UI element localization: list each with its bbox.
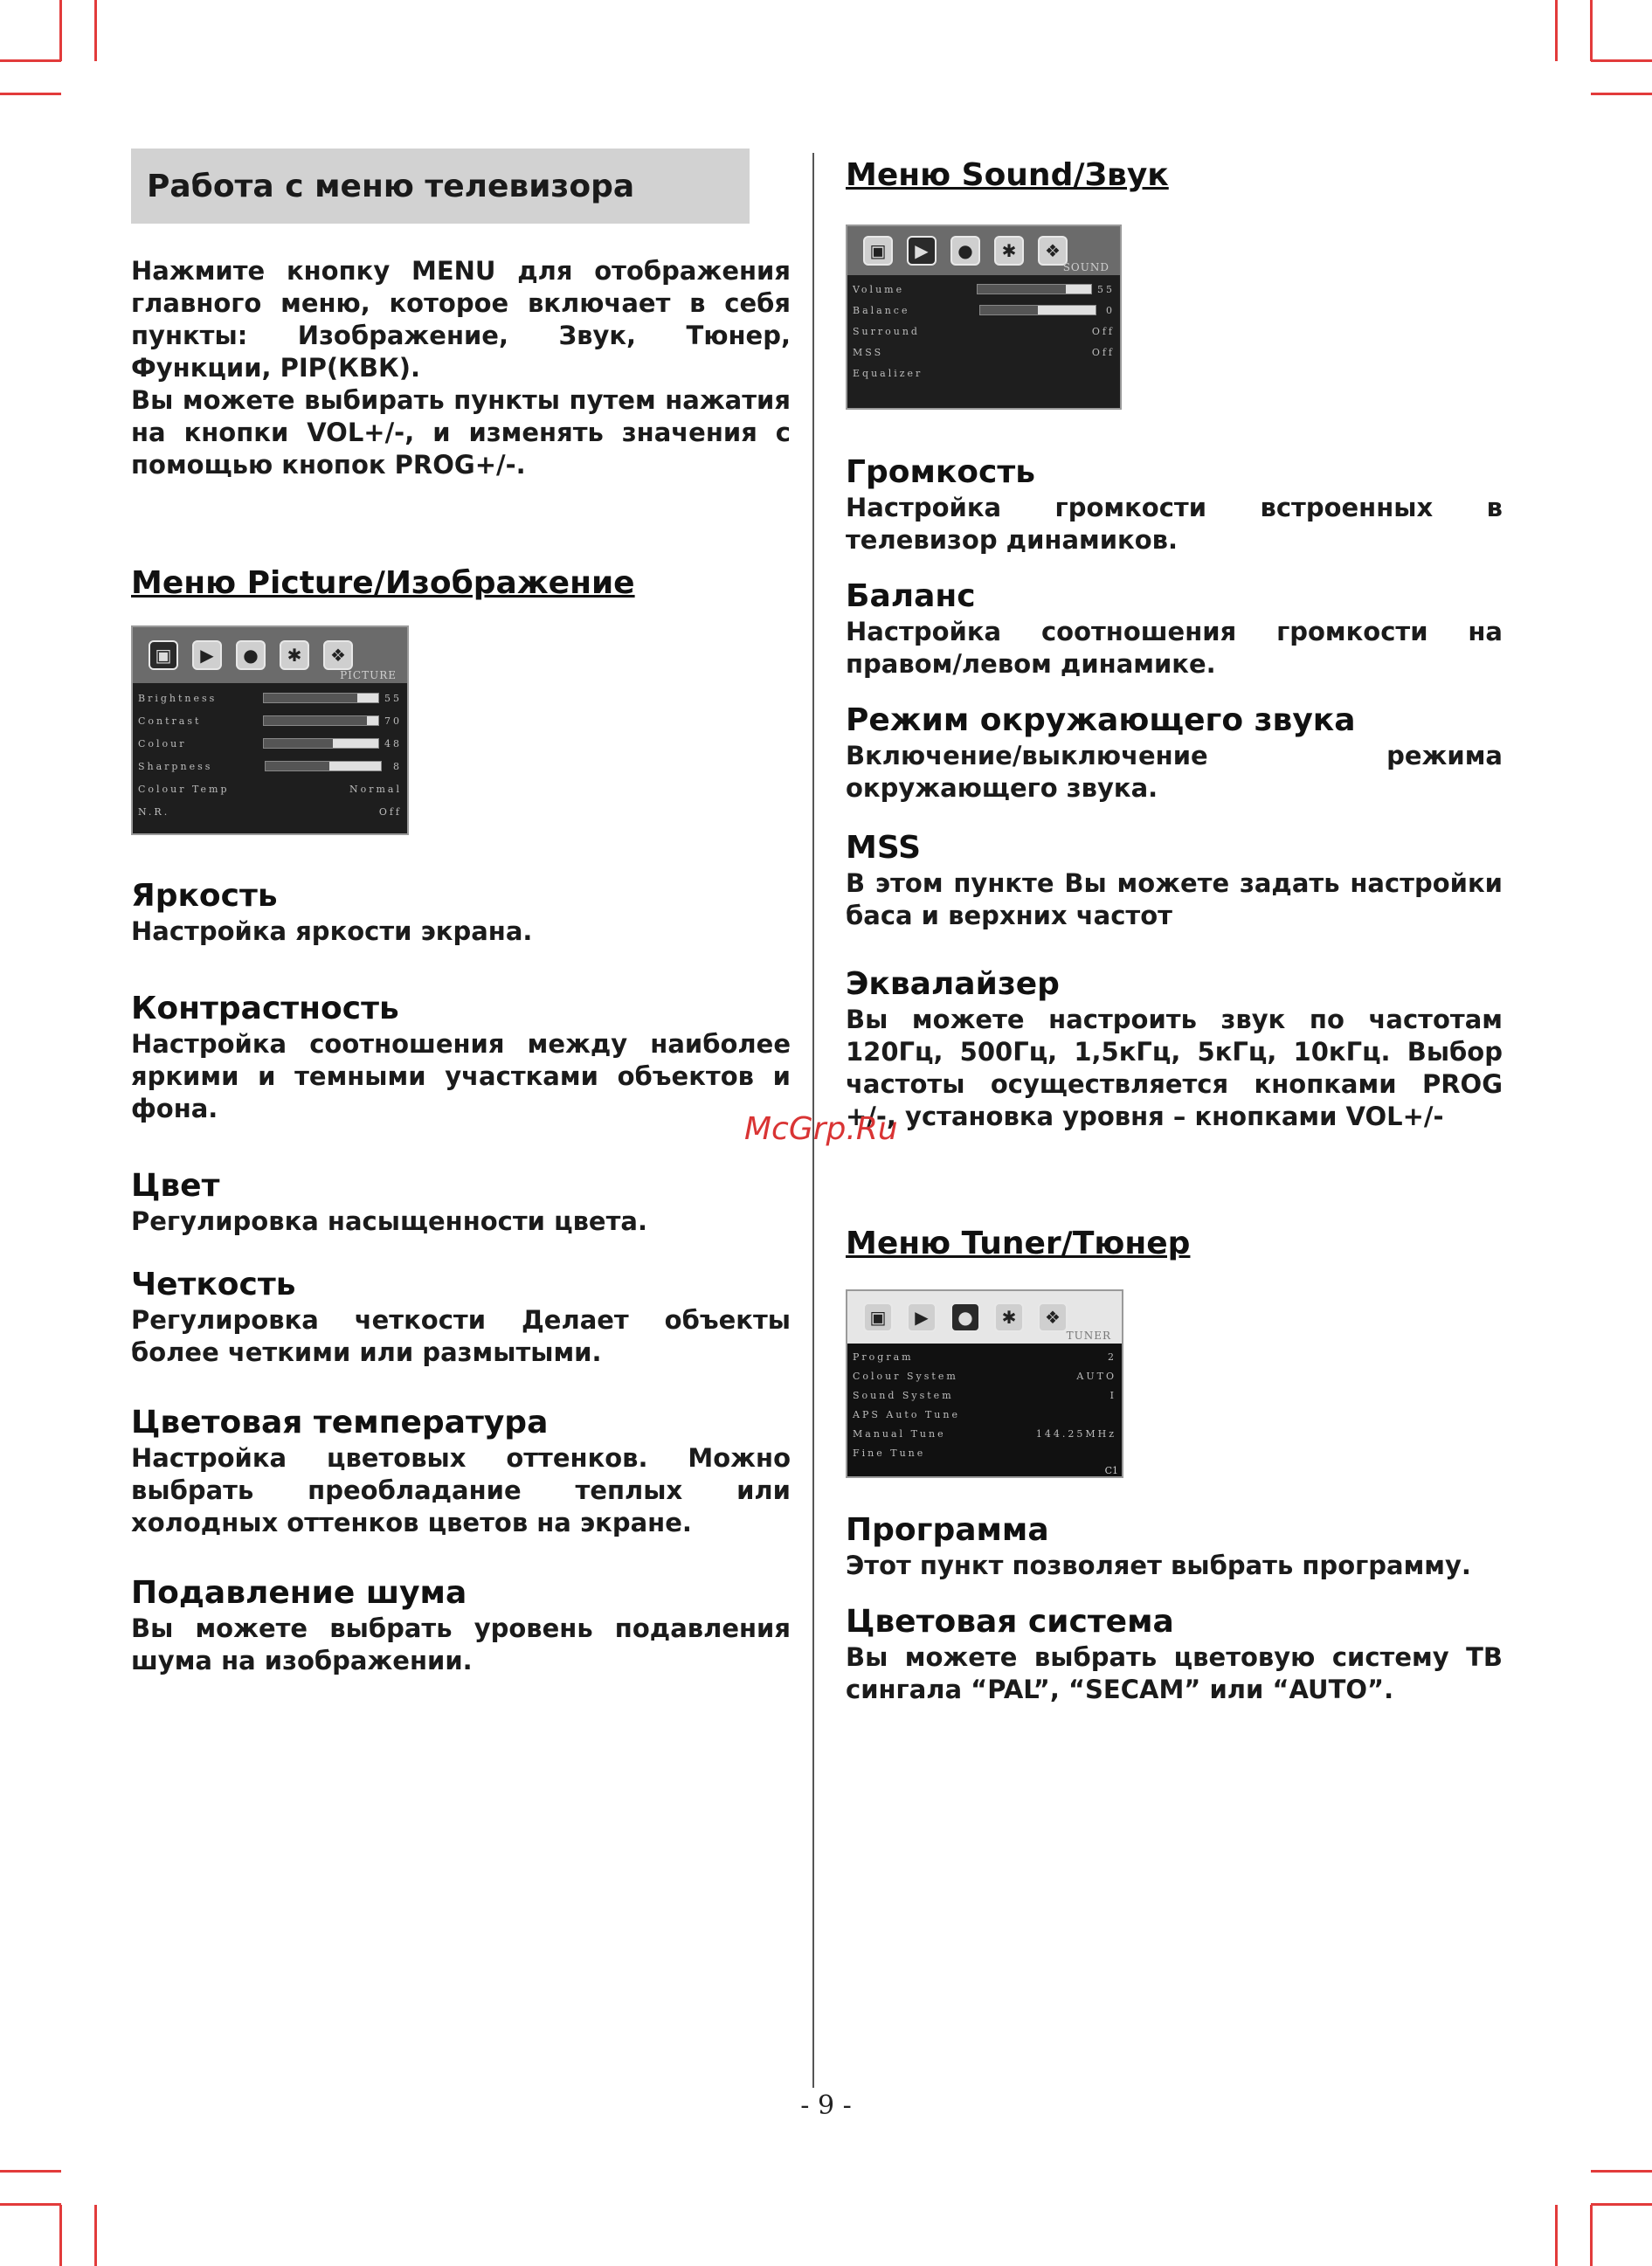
osd-row-label: N.R. <box>138 805 170 818</box>
section-heading: Программа <box>846 1512 1049 1548</box>
osd-row <box>133 800 407 823</box>
sound-icon: ▶ <box>907 236 937 266</box>
osd-row-label: Colour System <box>853 1370 958 1382</box>
osd-row-label: Brightness <box>138 692 218 704</box>
osd-row-value: Off <box>1091 346 1115 358</box>
sound-icon: ▶ <box>907 1302 937 1332</box>
sound-menu-heading: Меню Sound/Звук <box>846 157 1169 193</box>
picture-menu-heading: Меню Picture/Изображение <box>131 565 635 601</box>
osd-row-label: Balance <box>853 304 910 316</box>
osd-row-value: Normal <box>349 783 402 795</box>
crop-mark <box>0 2203 61 2206</box>
section-heading: Громкость <box>846 454 1036 490</box>
crop-mark <box>1590 2205 1593 2266</box>
osd-row-value: I <box>1109 1389 1116 1401</box>
crop-mark <box>94 2205 97 2266</box>
osd-row-label: Program <box>853 1351 914 1363</box>
section-text: Этот пункт позволяет выбрать программу. <box>846 1551 1471 1580</box>
osd-level-fill <box>980 306 1038 314</box>
intro-paragraph-1: Нажмите кнопку MENU для отображения главного меню, которое включает в себя пункты: Изображение, Звук, Тюнер, Функции, PIP(КВК). <box>131 256 791 383</box>
pip-icon: ❖ <box>1038 236 1068 266</box>
osd-row-value: 2 <box>1108 1351 1116 1363</box>
crop-mark <box>1555 0 1558 61</box>
osd-row <box>847 321 1120 342</box>
osd-row-label: Manual Tune <box>853 1427 946 1440</box>
section-heading: Режим окружающего звука <box>846 702 1356 738</box>
osd-row-label: Contrast <box>138 715 202 727</box>
osd-row <box>133 755 407 777</box>
picture-sections <box>131 877 791 1677</box>
crop-mark <box>1590 0 1593 61</box>
section-text: Регулировка насыщенности цвета. <box>131 1206 647 1236</box>
osd-row <box>133 709 407 732</box>
osd-row-label: Colour <box>138 737 187 750</box>
section-heading: Эквалайзер <box>846 966 1060 1002</box>
function-icon: ✱ <box>280 640 309 670</box>
osd-row-value: Off <box>378 805 402 818</box>
crop-mark <box>94 0 97 61</box>
picture-icon: ▣ <box>149 640 178 670</box>
osd-level-fill <box>266 762 329 770</box>
osd-tab-label: TUNER <box>1066 1330 1111 1342</box>
osd-level-bar <box>977 284 1092 294</box>
osd-row <box>133 732 407 755</box>
section-heading: Цветовая система <box>846 1604 1174 1640</box>
osd-row-value: 55 <box>1097 283 1115 295</box>
osd-row-label: Colour Temp <box>138 783 230 795</box>
section-text: Настройка цветовых оттенков. Можно выбрать преобладание теплых или холодных оттенков цветов на экране. <box>131 1443 791 1537</box>
right-column <box>846 157 1503 1706</box>
osd-row <box>847 279 1120 300</box>
section-text: Настройка соотношения между наиболее яркими и темными участками объектов и фона. <box>131 1029 791 1123</box>
osd-row-label: Equalizer <box>853 367 923 379</box>
osd-row <box>847 342 1120 363</box>
osd-row <box>847 1385 1122 1405</box>
crop-mark <box>1591 59 1652 62</box>
section-text: Настройка соотношения громкости на правом/левом динамике. <box>846 617 1503 679</box>
crop-mark <box>1555 2205 1558 2266</box>
section-heading: Цветовая температура <box>131 1405 549 1440</box>
osd-row <box>133 777 407 800</box>
section-text: Вы можете выбрать уровень подавления шума на изображении. <box>131 1613 791 1675</box>
osd-row-label: Sound System <box>853 1389 954 1401</box>
osd-row <box>847 1443 1122 1462</box>
tuner-icon: ● <box>950 1302 980 1332</box>
crop-mark <box>59 2205 62 2266</box>
osd-row-value: 144.25MHz <box>1035 1427 1116 1440</box>
crop-mark <box>1591 93 1652 95</box>
section-heading: Цвет <box>131 1168 220 1204</box>
pip-icon: ❖ <box>1038 1302 1068 1332</box>
osd-row-value: AUTO <box>1076 1370 1116 1382</box>
osd-row-label: APS Auto Tune <box>853 1408 960 1420</box>
osd-level-bar <box>979 305 1096 315</box>
osd-tab-label: PICTURE <box>340 669 397 681</box>
osd-row <box>847 1405 1122 1424</box>
picture-icon: ▣ <box>863 236 893 266</box>
section-text: Включение/выключение режима окружающего звука. <box>846 741 1503 803</box>
watermark: McGrp.Ru <box>744 1111 898 1147</box>
crop-mark <box>0 59 61 62</box>
osd-level-bar <box>263 693 379 703</box>
left-column <box>131 149 791 1677</box>
sound-sections <box>846 453 1503 1133</box>
section-heading: Четкость <box>131 1267 296 1302</box>
osd-level-fill <box>978 285 1066 294</box>
crop-mark <box>59 0 62 61</box>
section-heading: Яркость <box>131 878 278 914</box>
osd-corner-label: C1 <box>1104 1465 1118 1476</box>
section-text: Вы можете выбрать цветовую систему ТВ сингала “PAL”, “SECAM” или “AUTO”. <box>846 1642 1503 1704</box>
crop-mark <box>0 93 61 95</box>
function-icon: ✱ <box>994 1302 1024 1332</box>
tuner-osd-screenshot <box>846 1289 1123 1478</box>
section-text: Регулировка четкости Делает объекты более четкими или размытыми. <box>131 1305 791 1367</box>
section-text: Вы можете настроить звук по частотам 120Гц, 500Гц, 1,5кГц, 5кГц, 10кГц. Выбор частоты осуществляется кнопками PROG +/-, установка уровня – кнопками VOL+/- <box>846 1005 1503 1131</box>
osd-icon-bar <box>133 627 407 683</box>
osd-row <box>847 363 1120 383</box>
osd-tab-label: SOUND <box>1062 261 1109 273</box>
picture-osd-screenshot <box>131 625 409 835</box>
osd-row-value: 55 <box>384 692 402 704</box>
osd-row-value: 0 <box>1106 304 1115 316</box>
osd-level-fill <box>264 716 367 725</box>
osd-row-label: MSS <box>853 346 884 358</box>
section-heading: MSS <box>846 830 922 866</box>
osd-row <box>133 687 407 709</box>
tuner-icon: ● <box>950 236 980 266</box>
intro-paragraph-2: Вы можете выбирать пункты путем нажатия на кнопки VOL+/-, и изменять значения с помощью кнопок PROG+/-. <box>131 385 791 480</box>
section-heading: Контрастность <box>131 991 399 1026</box>
section-text: Настройка громкости встроенных в телевизор динамиков. <box>846 493 1503 555</box>
osd-row-label: Sharpness <box>138 760 213 772</box>
osd-row <box>847 1366 1122 1385</box>
crop-mark <box>1591 2203 1652 2206</box>
osd-row-label: Volume <box>853 283 905 295</box>
osd-row-value: 48 <box>384 737 402 750</box>
function-icon: ✱ <box>994 236 1024 266</box>
osd-level-fill <box>264 739 332 748</box>
osd-icon-bar <box>847 226 1120 275</box>
osd-row <box>847 300 1120 321</box>
osd-row <box>847 1347 1122 1366</box>
tuner-menu-heading: Меню Tuner/Тюнер <box>846 1226 1191 1261</box>
sound-icon: ▶ <box>192 640 222 670</box>
osd-row-value: 8 <box>393 760 402 772</box>
osd-icon-bar <box>847 1291 1122 1344</box>
page-number: - 9 - <box>800 2090 852 2121</box>
section-text: В этом пункте Вы можете задать настройки баса и верхних частот <box>846 868 1503 930</box>
osd-level-bar <box>263 715 379 726</box>
crop-mark <box>0 2170 61 2173</box>
osd-level-bar <box>265 761 382 771</box>
osd-row-label: Fine Tune <box>853 1447 926 1459</box>
pip-icon: ❖ <box>323 640 353 670</box>
osd-level-bar <box>263 738 379 749</box>
tuner-icon: ● <box>236 640 266 670</box>
osd-row <box>847 1424 1122 1443</box>
picture-icon: ▣ <box>863 1302 893 1332</box>
tuner-sections <box>846 1511 1503 1706</box>
crop-mark <box>1591 2170 1652 2173</box>
section-heading: Подавление шума <box>131 1575 467 1611</box>
intro-title: Работа с меню телевизора <box>131 149 750 224</box>
osd-row-value: 70 <box>384 715 402 727</box>
section-heading: Баланс <box>846 578 976 614</box>
osd-row-label: Surround <box>853 325 920 337</box>
sound-osd-screenshot <box>846 225 1122 410</box>
osd-level-fill <box>264 694 357 702</box>
section-text: Настройка яркости экрана. <box>131 916 533 946</box>
osd-row-value: Off <box>1091 325 1115 337</box>
